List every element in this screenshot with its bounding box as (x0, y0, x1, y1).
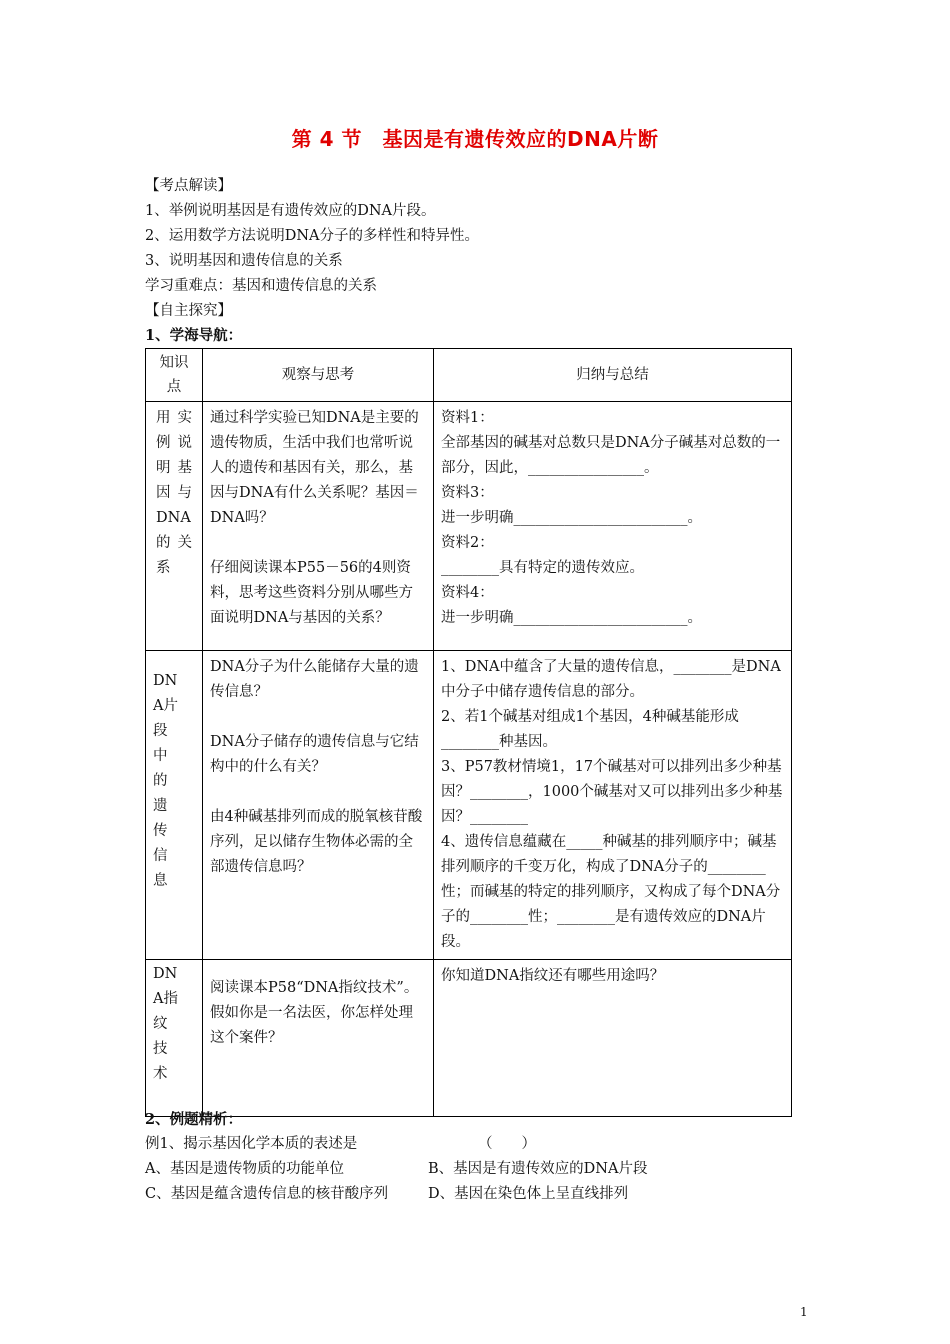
key-point: 学习重难点：基因和遗传信息的关系 (145, 278, 377, 294)
exam-points-heading: 【考点解读】 (145, 178, 232, 194)
table-row (146, 402, 792, 651)
exam-point-3: 3、说明基因和遗传信息的关系 (145, 253, 343, 269)
knowledge-cell: 用实例说明基因与DNA的关系 (146, 402, 203, 651)
page-number: 1 (800, 1305, 808, 1319)
study-table (145, 348, 792, 1117)
summary-text: 1、DNA中蕴含了大量的遗传信息，________是DNA中分子中储存遗传信息的部分。 (441, 659, 781, 700)
summary-cell (434, 402, 792, 651)
answer-bracket: （ ） (478, 1136, 536, 1152)
summary-text: 3、P57教材情境1，17个碱基对可以排列出多少种基因？________，1000个碱基对又可以排列出多少种基因？________ (441, 759, 783, 825)
summary-text: 进一步明确________________________。 (441, 510, 702, 526)
summary-text: 4、遗传信息蕴藏在_____种碱基的排列顺序中；碱基排列顺序的千变万化，构成了DNA分子的________性；而碱基的特定的排列顺序，又构成了每个DNA分子的________性；________是有遗传效应的DNA片段。 (441, 834, 781, 950)
table-header-row (146, 349, 792, 402)
summary-text: 进一步明确________________________。 (441, 610, 702, 626)
table-row (146, 651, 792, 960)
observe-text: DNA分子为什么能储存大量的遗传信息？ (210, 659, 419, 700)
summary-cell (434, 960, 792, 1117)
study-guide-heading: 1、学海导航： (145, 327, 243, 344)
summary-text: 2、若1个碱基对组成1个基因，4种碱基能形成________种基因。 (441, 709, 739, 750)
observe-cell (203, 651, 434, 960)
observe-cell (203, 960, 434, 1117)
example-question: 例1、揭示基因化学本质的表述是 (145, 1136, 358, 1152)
knowledge-cell (146, 960, 203, 1117)
option-d: D、基因在染色体上呈直线排列 (428, 1186, 629, 1202)
header-knowledge: 知识点 (146, 349, 203, 402)
option-a: A、基因是遗传物质的功能单位 (145, 1161, 344, 1177)
observe-text: 假如你是一名法医，你怎样处理这个案件？ (210, 1005, 413, 1046)
observe-text: 阅读课本P58“DNA指纹技术”。 (210, 980, 419, 996)
page-title: 第 4 节 基因是有遗传效应的DNA片断 (291, 127, 659, 151)
observe-text: 由4种碱基排列而成的脱氧核苷酸序列，足以储存生物体必需的全部遗传信息吗？ (210, 809, 423, 875)
summary-text: 资料2： (441, 535, 494, 551)
summary-text: 资料3： (441, 485, 494, 501)
self-study-heading: 【自主探究】 (145, 303, 232, 319)
exam-point-1: 1、举例说明基因是有遗传效应的DNA片段。 (145, 203, 436, 219)
observe-cell (203, 402, 434, 651)
summary-text: 资料1： (441, 410, 494, 426)
summary-text: ________具有特定的遗传效应。 (441, 560, 644, 576)
knowledge-cell (146, 651, 203, 960)
examples-heading: 2、例题精析： (145, 1111, 243, 1128)
exam-point-2: 2、运用数学方法说明DNA分子的多样性和特异性。 (145, 228, 480, 244)
observe-text: 通过科学实验已知DNA是主要的遗传物质，生活中我们也常听说人的遗传和基因有关，那么，基因与DNA有什么关系呢？基因＝DNA吗？ (210, 410, 419, 526)
knowledge-text: DNA片段中的遗传信息 (153, 673, 178, 889)
summary-text: 你知道DNA指纹还有哪些用途吗？ (441, 968, 665, 984)
observe-text: 仔细阅读课本P55－56的4则资料，思考这些资料分别从哪些方面说明DNA与基因的关系？ (210, 560, 413, 626)
header-summary: 归纳与总结 (434, 349, 792, 402)
option-b: B、基因是有遗传效应的DNA片段 (428, 1161, 648, 1177)
summary-text: 全部基因的碱基对总数只是DNA分子碱基对总数的一部分，因此，________________。 (441, 435, 781, 476)
summary-cell (434, 651, 792, 960)
summary-text: 资料4： (441, 585, 494, 601)
knowledge-text: DNA指纹技术 (153, 966, 178, 1082)
observe-text: DNA分子储存的遗传信息与它结构中的什么有关？ (210, 734, 419, 775)
table-row (146, 960, 792, 1117)
option-c: C、基因是蕴含遗传信息的核苷酸序列 (145, 1186, 389, 1202)
header-observe: 观察与思考 (203, 349, 434, 402)
